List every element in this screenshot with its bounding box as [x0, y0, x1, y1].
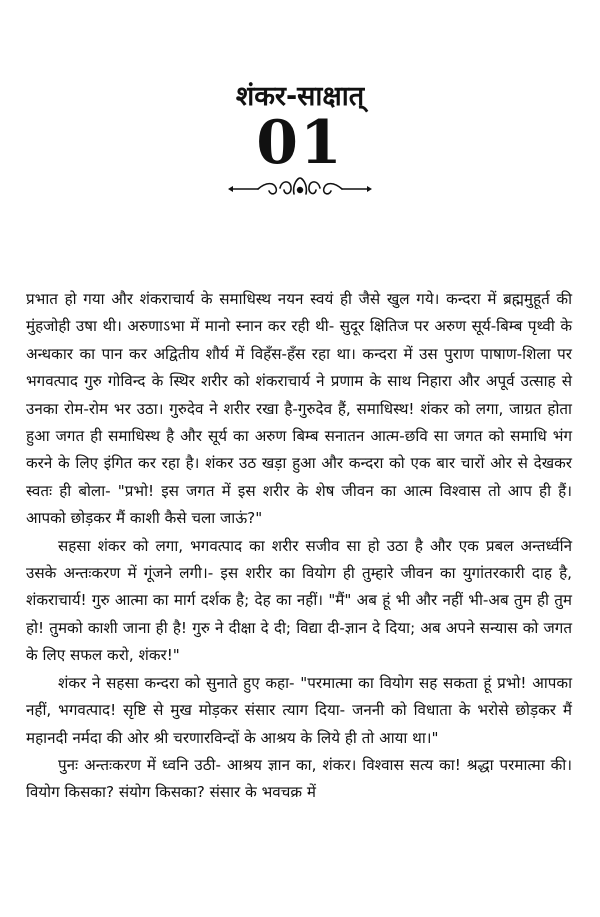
paragraph: सहसा शंकर को लगा, भगवत्पाद का शरीर सजीव सा हो उठा है और एक प्रबल अन्तर्ध्वनि उसके अन्तःकरण में गूंजने लगी।- इस शरीर का वियोग ही तुम्हारे जीवन का युगांतरकारी दाह है, शंकराचार्य! गुरु आत्मा का मार्ग दर्शक है; देह का नहीं। "मैं" अब हूं भी और नहीं भी-अब तुम ही तुम हो! तुमको काशी जाना ही है! गुरु ने दीक्षा दे दी; विद्या दी-ज्ञान दे दिया; अब अपने सन्यास को जगत के लिए सफल करो, शंकर!" [26, 536, 572, 665]
paragraph: पुनः अन्तःकरण में ध्वनि उठी- आश्रय ज्ञान का, शंकर। विश्वास सत्य का! श्रद्धा परमात्मा की। वियोग किसका? संयोग किसका? संसार के भवचक्र में [26, 755, 572, 802]
paragraph: शंकर ने सहसा कन्दरा को सुनाते हुए कहा- "परमात्मा का वियोग सह सकता हूं प्रभो! आपका नहीं, भगवत्पाद! सृष्टि से मुख मोड़कर संसार त्याग दिया- जननी को विधाता के भरोसे छोड़कर मैं महानदी नर्मदा की ओर श्री चरणारविन्दों के आश्रय के लिये ही तो आया था।" [26, 673, 572, 747]
chapter-body [26, 286, 572, 807]
decorative-flourish-icon [228, 174, 372, 204]
chapter-title: शंकर-साक्षात् [235, 81, 365, 112]
chapter-number: 01 [256, 108, 344, 178]
paragraph: प्रभात हो गया और शंकराचार्य के समाधिस्थ नयन स्वयं ही जैसे खुल गये। कन्दरा में ब्रह्ममुहूर्त की मुंहजोही उषा थी। अरुणाऽभा में मानो स्नान कर रही थी- सुदूर क्षितिज पर अरुण सूर्य-बिम्ब पृथ्वी के अन्धकार का पान कर अद्वितीय शौर्य में विहँस-हँस रहा था। कन्दरा में उस पुराण पाषाण-शिला पर भगवत्पाद गुरु गोविन्द के स्थिर शरीर को शंकराचार्य ने प्रणाम के साथ निहारा और अपूर्व उत्साह से उनका रोम-रोम भर उठा। गुरुदेव ने शरीर रखा है-गुरुदेव हैं, समाधिस्थ! शंकर को लगा, जाग्रत होता हुआ जगत ही समाधिस्थ है और सूर्य का अरुण बिम्ब सनातन आत्म-छवि सा जगत को समाधि भंग करने के लिए इंगित कर रहा है। शंकर उठ खड़ा हुआ और कन्दरा को एक बार चारों ओर से देखकर स्वतः ही बोला- "प्रभो! इस जगत में इस शरीर के शेष जीवन का आत्म विश्वास तो आप ही हैं। आपको छोड़कर मैं काशी कैसे चला जाऊं?" [26, 290, 572, 528]
